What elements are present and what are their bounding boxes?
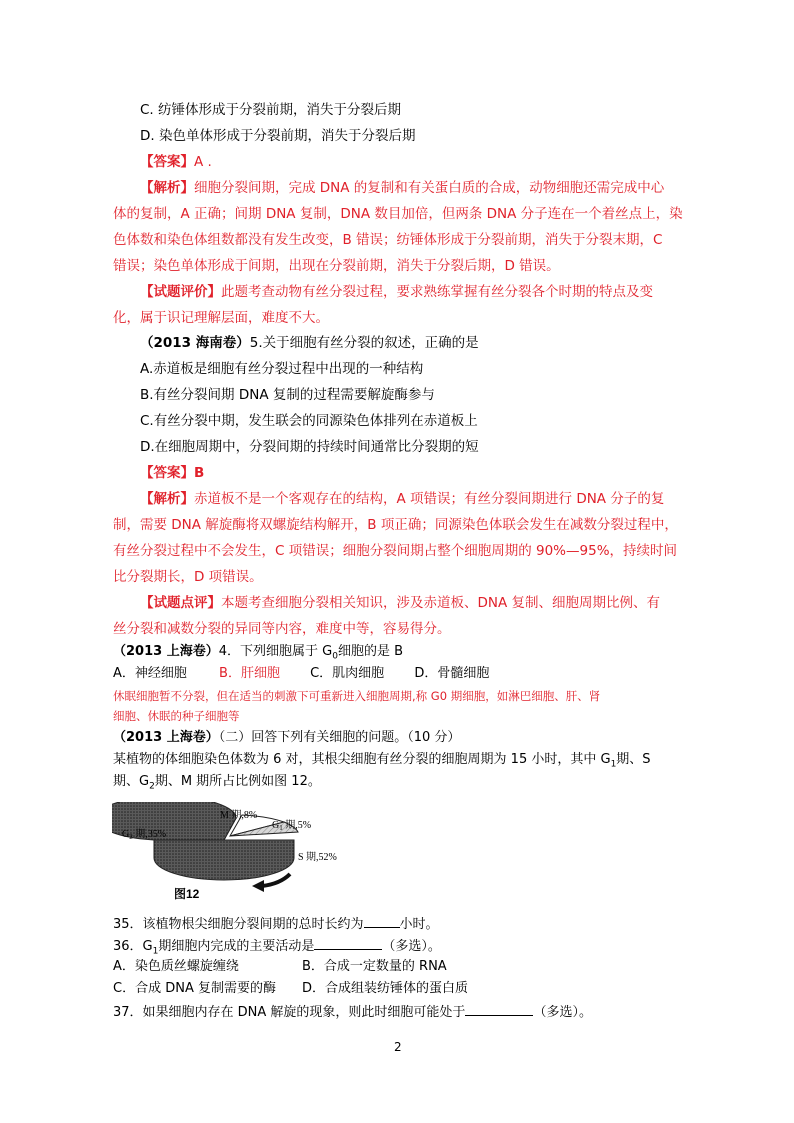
shanghai-source: （2013 上海卷）: [113, 644, 219, 659]
comment-line2: 丝分裂和减数分裂的异同等内容，难度中等，容易得分。: [113, 621, 451, 637]
option-c-prev: C. 纺锤体形成于分裂前期，消失于分裂后期: [140, 102, 402, 118]
q37-text-end: （多选）。: [533, 1005, 592, 1020]
analysis-2-line4: 比分裂期长，D 项错误。: [113, 569, 263, 585]
q4-stem-end: 细胞的是 B: [337, 644, 403, 659]
section-title: （二）回答下列有关细胞的问题。（10 分）: [218, 730, 461, 745]
q36-option-c: C．合成 DNA 复制需要的酶: [113, 981, 276, 996]
q4-option-c: C．肌肉细胞: [310, 666, 385, 681]
hainan-question: [140, 333, 479, 353]
q35-text: 35．该植物根尖细胞分裂间期的总时长约为: [113, 917, 364, 932]
figure-caption: 图12: [174, 887, 200, 901]
q4-option-b: B．肝细胞: [219, 666, 280, 681]
stem-line1: [113, 750, 651, 775]
stem-text: 期、G: [113, 774, 150, 789]
analysis-1-line1: [140, 178, 664, 198]
comment-label: 【试题点评】: [140, 595, 221, 611]
evaluation-line2: 化，属于识记理解层面，难度不大。: [113, 310, 329, 326]
q37-text: 37．如果细胞内存在 DNA 解旋的现象，则此时细胞可能处于: [113, 1005, 466, 1020]
label-g2: $G_2$ 期,35%: [122, 829, 167, 841]
label-s: S 期,52%: [298, 852, 337, 863]
stem-text-end: 期、M 期所占比例如图 12。: [154, 774, 321, 789]
q36-option-a: A．染色质丝螺旋缠绕: [113, 959, 239, 974]
q4-subscript: 0: [332, 651, 338, 662]
hainan-source: （2013 海南卷）: [140, 335, 250, 351]
pie-side: [154, 840, 294, 880]
q36-text-mid: 期细胞内完成的主要活动是: [158, 939, 315, 954]
stem-text-end: 期、S: [616, 752, 651, 767]
q37-blank[interactable]: [465, 1001, 533, 1016]
label-g1: $G_1$ 期,5%: [272, 820, 312, 832]
q4-options: [113, 664, 489, 684]
analysis-text: 赤道板不是一个客观存在的结构，A 项错误；有丝分裂间期进行 DNA 分子的复: [194, 491, 665, 507]
cell-cycle-pie-figure: [112, 802, 372, 902]
arrow-head-icon: [252, 880, 264, 892]
stem-subscript: 1: [610, 759, 617, 770]
comment-line1: [140, 593, 660, 613]
q35-blank[interactable]: [364, 913, 400, 928]
evaluation-label: 【试题评价】: [140, 284, 221, 300]
option-d-prev: D. 染色单体形成于分裂前期，消失于分裂后期: [140, 128, 416, 144]
hainan-stem: 5.关于细胞有丝分裂的叙述，正确的是: [249, 335, 479, 351]
q35-text-end: 小时。: [399, 917, 439, 932]
stem-line2: [113, 772, 321, 797]
question-35: [113, 913, 439, 935]
q4-option-d: D．骨髓细胞: [414, 666, 490, 681]
analysis-2-line2: 制，需要 DNA 解旋酶将双螺旋结构解开，B 项正确；同源染色体联会发生在减数分裂过程中，: [113, 517, 678, 533]
q36-subscript: 1: [152, 946, 159, 957]
evaluation-line1: [140, 282, 653, 302]
analysis-label: 【解析】: [140, 491, 194, 507]
analysis-label: 【解析】: [140, 180, 194, 196]
analysis-1-line4: 错误；染色单体形成于间期，出现在分裂前期，消失于分裂后期，D 错误。: [113, 258, 560, 274]
analysis-2-line3: 有丝分裂过程中不会发生，C 项错误；细胞分裂间期占整个细胞周期的 90%—95%，持续时间: [113, 543, 678, 559]
label-m: M 期,8%: [220, 810, 258, 821]
answer-value: A .: [194, 154, 212, 170]
analysis-2-line1: [140, 489, 664, 509]
q4-stem: 4．下列细胞属于 G: [218, 644, 333, 659]
analysis-1-line3: 色体数和染色体组数都没有发生改变，B 错误；纺锤体形成于分裂前期，消失于分裂末期，C: [113, 232, 663, 248]
page-number: 2: [394, 1040, 402, 1054]
q36-option-b: B．合成一定数量的 RNA: [302, 959, 447, 974]
q36-text: 36．G: [113, 939, 153, 954]
q4-note-line2: 细胞、休眠的种子细胞等: [113, 709, 240, 723]
q4-option-a: A．神经细胞: [113, 666, 187, 681]
stem-subscript: 2: [149, 781, 155, 792]
q36-option-d: D．合成组装纺锤体的蛋白质: [302, 981, 469, 996]
shanghai-q4: [113, 642, 403, 667]
q36-blank[interactable]: [314, 935, 382, 950]
answer-1: [140, 152, 212, 172]
question-37: [113, 1001, 592, 1023]
shanghai-source: （2013 上海卷）: [113, 730, 219, 745]
stem-text: 某植物的体细胞染色体数为 6 对，其根尖细胞有丝分裂的细胞周期为 15 小时，其中 G: [113, 752, 611, 767]
hainan-option-a: A.赤道板是细胞有丝分裂过程中出现的一种结构: [140, 361, 424, 377]
answer-2: 【答案】B: [140, 465, 205, 481]
comment-text: 本题考查细胞分裂相关知识，涉及赤道板、DNA 复制、细胞周期比例、有: [221, 595, 661, 611]
answer-label: 【答案】: [140, 154, 194, 170]
shanghai-section2-title: [113, 728, 460, 748]
analysis-text: 细胞分裂间期，完成 DNA 的复制和有关蛋白质的合成，动物细胞还需完成中心: [194, 180, 665, 196]
analysis-1-line2: 体的复制，A 正确；间期 DNA 复制，DNA 数目加倍，但两条 DNA 分子连在一个着丝点上，染: [113, 206, 683, 222]
q36-text-end: （多选）。: [382, 939, 441, 954]
hainan-option-c: C.有丝分裂中期，发生联会的同源染色体排列在赤道板上: [140, 413, 478, 429]
q4-note-line1: 休眠细胞暂不分裂，但在适当的刺激下可重新进入细胞周期,称 G0 期细胞，如淋巴细胞、肝、肾: [113, 689, 601, 703]
hainan-option-d: D.在细胞周期中，分裂间期的持续时间通常比分裂期的短: [140, 439, 479, 455]
hainan-option-b: B.有丝分裂间期 DNA 复制的过程需要解旋酶参与: [140, 387, 435, 403]
evaluation-text: 此题考查动物有丝分裂过程，要求熟练掌握有丝分裂各个时期的特点及变: [221, 284, 653, 300]
